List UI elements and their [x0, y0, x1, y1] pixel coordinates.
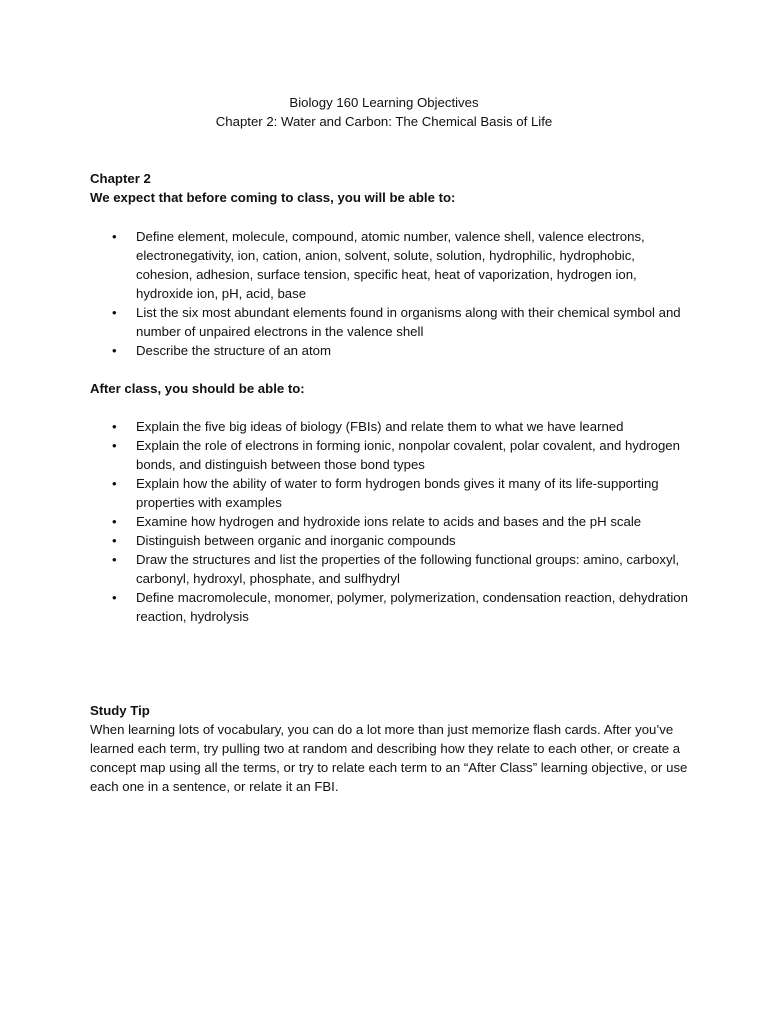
list-item-text: Draw the structures and list the properties of the following functional groups: amino, carboxyl, carbonyl, hydroxyl, phosphate, and sulfhydryl [136, 552, 680, 586]
list-item-text: Explain the role of electrons in forming ionic, nonpolar covalent, polar covalent, and hydrogen bonds, and distinguish between those bond types [136, 438, 680, 472]
before-class-list [90, 227, 690, 360]
bullet-glyph: • [112, 590, 117, 605]
list-item [90, 303, 690, 341]
bullet-glyph: • [112, 514, 117, 529]
bullet-glyph: • [112, 552, 117, 567]
list-item-text: Describe the structure of an atom [136, 343, 331, 358]
before-class-heading: We expect that before coming to class, you will be able to: [90, 190, 456, 205]
list-item [90, 436, 690, 474]
list-item [90, 417, 690, 436]
list-item [90, 474, 690, 512]
list-item [90, 588, 690, 626]
study-tip-heading: Study Tip [90, 703, 150, 718]
list-item [90, 227, 690, 303]
list-item-text: Define macromolecule, monomer, polymer, polymerization, condensation reaction, dehydration reaction, hydrolysis [136, 590, 688, 624]
document-title: Biology 160 Learning Objectives [289, 95, 479, 110]
list-item-text: Explain how the ability of water to form hydrogen bonds gives it many of its life-supporting properties with examples [136, 476, 659, 510]
list-item-text: Distinguish between organic and inorganic compounds [136, 533, 456, 548]
list-item-text: Define element, molecule, compound, atomic number, valence shell, valence electrons, electronegativity, ion, cation, anion, solvent, solute, solution, hydrophilic, hydrophobic, cohesion, adhesion, surface tension, specific heat, heat of vaporization, hydrogen ion, hydroxide ion, pH, acid, base [136, 229, 645, 301]
bullet-glyph: • [112, 419, 117, 434]
after-class-heading: After class, you should be able to: [90, 381, 305, 396]
study-tip-body: When learning lots of vocabulary, you can do a lot more than just memorize flash cards. After you’ve learned each term, try pulling two at random and describing how they relate to each other, or create a concept map using all the terms, or try to relate each term to an “After Class” learning objective, or use each one in a sentence, or relate it an FBI. [90, 722, 688, 794]
chapter-heading: Chapter 2 [90, 171, 151, 186]
bullet-glyph: • [112, 343, 117, 358]
list-item [90, 550, 690, 588]
bullet-glyph: • [112, 229, 117, 244]
list-item-text: Explain the five big ideas of biology (FBIs) and relate them to what we have learned [136, 419, 624, 434]
list-item [90, 341, 690, 360]
bullet-glyph: • [112, 438, 117, 453]
list-item [90, 531, 690, 550]
bullet-glyph: • [112, 476, 117, 491]
bullet-glyph: • [112, 305, 117, 320]
after-class-list [90, 417, 690, 626]
bullet-glyph: • [112, 533, 117, 548]
list-item-text: List the six most abundant elements found in organisms along with their chemical symbol and number of unpaired electrons in the valence shell [136, 305, 681, 339]
document-subtitle: Chapter 2: Water and Carbon: The Chemical Basis of Life [215, 114, 553, 129]
chapter-section [90, 169, 690, 207]
list-item [90, 512, 690, 531]
study-tip-section [90, 701, 690, 796]
list-item-text: Examine how hydrogen and hydroxide ions relate to acids and bases and the pH scale [136, 514, 642, 529]
